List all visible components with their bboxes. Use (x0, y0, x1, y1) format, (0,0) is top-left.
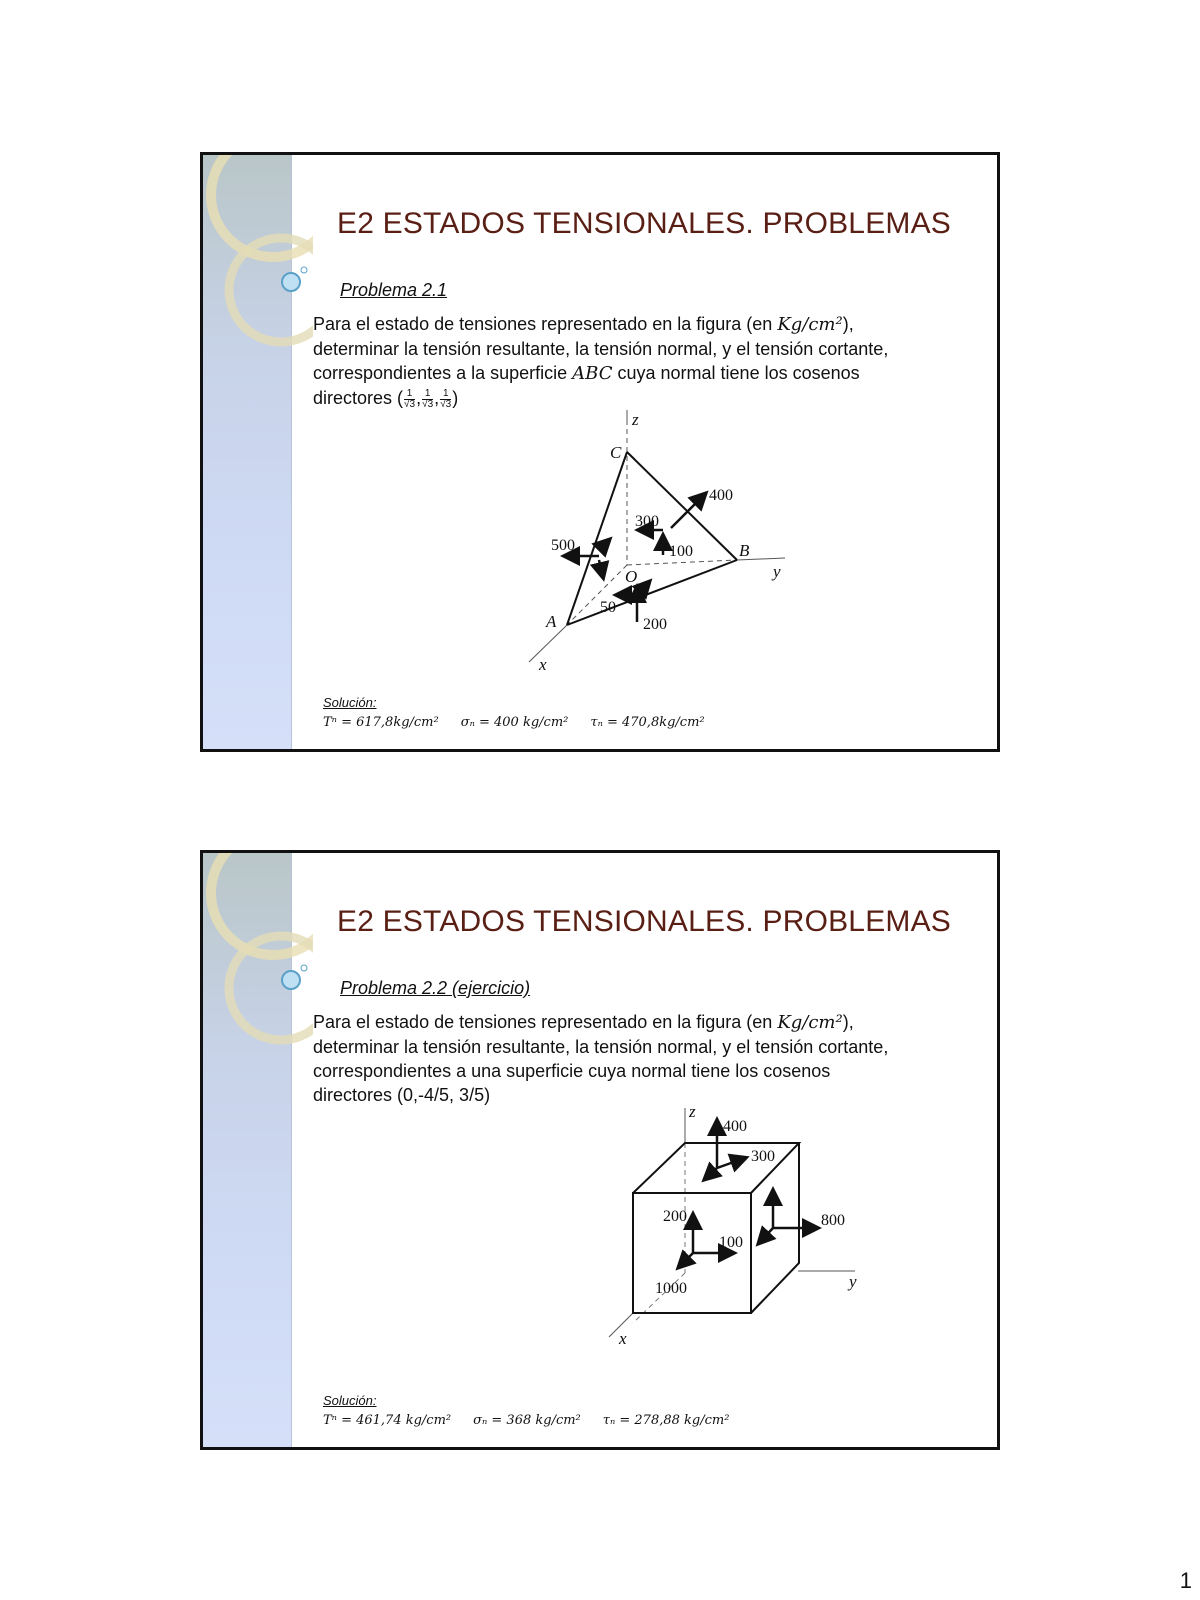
statement-text: Para el estado de tensiones representado en la figura (en (313, 314, 778, 334)
value-label: 400 (709, 487, 733, 504)
value-label: 300 (635, 513, 659, 530)
problem-statement: Para el estado de tensiones representado en la figura (en Kg/cm²), determinar la tensión resultante, la tensión normal, y el tensión cortante, correspondientes a la superficie ABC cuya normal tiene los cosenos directores ( $\frac{1}{√3}$ , $\frac{1}{√3}$ , $\frac{1}{√3}$ ) (313, 314, 889, 410)
value-label: 400 (723, 1118, 747, 1135)
value-label: 800 (821, 1212, 845, 1229)
point-label-b: B (739, 541, 750, 560)
problem-statement (313, 1010, 963, 1107)
decorative-rings-icon (203, 155, 313, 752)
slide-decoration (203, 155, 292, 749)
problem-label: Problema 2.2 (ejercicio) (340, 978, 531, 998)
slide-title: E2 ESTADOS TENSIONALES. PROBLEMAS (337, 905, 952, 938)
statement-text: directores (0,-4/5, 3/5) (313, 1085, 491, 1105)
solution-values (323, 1413, 751, 1428)
slide-1 (200, 152, 1000, 752)
statement-text: Para el estado de tensiones representado en la figura (en (313, 1012, 778, 1032)
solution-normal: σₙ = 400 kg/cm² (460, 715, 569, 730)
value-label: 100 (719, 1234, 743, 1251)
point-label-a: A (546, 612, 557, 631)
slide-2 (200, 850, 1000, 1450)
statement-text: directores ( (313, 388, 404, 408)
value-label: 200 (663, 1208, 687, 1225)
statement-text: correspondientes a una superficie cuya normal tiene los cosenos (313, 1061, 831, 1081)
statement-text: ), (842, 1012, 854, 1032)
solution-resultant: Tⁿ = 461,74 kg/cm² (323, 1413, 452, 1428)
axis-label-x: x (539, 655, 547, 674)
tetrahedron-figure (503, 410, 803, 680)
value-label: 300 (751, 1148, 775, 1165)
fraction: $\frac{1}{√3}$ (404, 387, 416, 410)
value-label: 50 (600, 599, 616, 616)
value-label: 100 (669, 543, 693, 560)
fraction: $\frac{1}{√3}$ (422, 387, 434, 410)
page-number: 1 (1179, 1568, 1192, 1593)
solution-label: Solución: (323, 1393, 377, 1408)
value-label: 1000 (655, 1280, 687, 1297)
surface-name: ABC (572, 363, 613, 384)
slide-title: E2 ESTADOS TENSIONALES. PROBLEMAS (337, 207, 952, 240)
axis-label-y: y (773, 562, 781, 581)
statement-text: cuya normal tiene los cosenos (612, 363, 860, 383)
point-label-c: C (610, 443, 622, 462)
statement-text: ), (842, 314, 854, 334)
cube-figure (603, 1103, 903, 1348)
axis-label-z: z (689, 1103, 696, 1121)
solution-values (323, 715, 727, 730)
axis-label-z: z (632, 410, 639, 429)
solution-label: Solución: (323, 695, 377, 710)
axis-label-y: y (849, 1272, 857, 1291)
statement-text: correspondientes a la superficie (313, 363, 573, 383)
statement-text: determinar la tensión resultante, la tensión normal, y el tensión cortante, (313, 1037, 889, 1057)
unit-text: Kg/cm² (777, 1012, 843, 1033)
value-label: 500 (551, 537, 575, 554)
solution-shear: τₙ = 278,88 kg/cm² (602, 1413, 730, 1428)
statement-text: determinar la tensión resultante, la tensión normal, y el tensión cortante, (313, 339, 889, 359)
slide-decoration (203, 853, 292, 1447)
point-label-o: O (625, 567, 638, 586)
decorative-rings-icon (203, 853, 313, 1450)
value-label: 200 (643, 616, 667, 633)
fraction: $\frac{1}{√3}$ (440, 387, 452, 410)
statement-text: ) (452, 388, 459, 408)
solution-normal: σₙ = 368 kg/cm² (473, 1413, 581, 1428)
solution-shear: τₙ = 470,8kg/cm² (590, 715, 705, 730)
unit-text: Kg/cm² (777, 314, 843, 335)
solution-resultant: Tⁿ = 617,8kg/cm² (323, 715, 439, 730)
problem-label: Problema 2.1 (340, 280, 448, 300)
axis-label-x: x (619, 1329, 627, 1348)
